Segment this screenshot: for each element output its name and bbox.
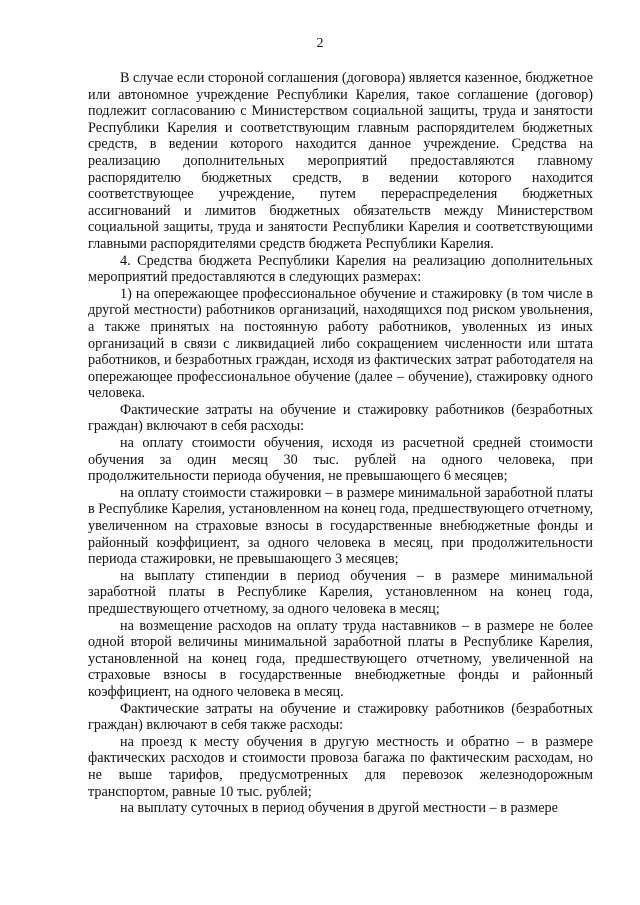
- paragraph-7: на выплату стипендии в период обучения – в размере минимальной заработной платы в Республике Карелия, установленном на конец года, предшествующего отчетному, за одного человека в месяц;: [88, 567, 593, 617]
- paragraph-8: на возмещение расходов на оплату труда наставников – в размере не более одной второй величины минимальной заработной платы в Республике Карелия, установленной на конец года, предшествующего отчетному, увеличенной на страховые взносы в государственные внебюджетные фонды и районный коэффициент, на одного человека в месяц.: [88, 617, 593, 700]
- paragraph-10: на проезд к месту обучения в другую местность и обратно – в размере фактических расходов и стоимости провоза багажа по фактическим расходам, но не выше тарифов, предусмотренных для перевозок железнодорожным транспортом, равные 10 тыс. рублей;: [88, 733, 593, 800]
- paragraph-11: на выплату суточных в период обучения в другой местности – в размере: [120, 800, 558, 817]
- paragraph-5: на оплату стоимости обучения, исходя из расчетной средней стоимости обучения за один месяц 30 тыс. рублей на одного человека, при продолжительности периода обучения, не превышающего 6 месяцев;: [88, 435, 593, 485]
- paragraph-1: В случае если стороной соглашения (договора) является казенное, бюджетное или автономное учреждение Республики Карелия, такое соглашение (договор) подлежит согласованию с Министерством социальной защиты, труда и занятости Республики Карелия и соответствующим главным распорядителем бюджетных средств, в ведении которого находится данное учреждение. Средства на реализацию дополнительных мероприятий предоставляются главному распорядителю бюджетных средств, в ведении которого находится соответствующее учреждение, путем перераспределения бюджетных ассигнований и лимитов бюджетных обязательств между Министерством социальной защиты, труда и занятости Республики Карелия и соответствующими главными распорядителями средств бюджета Республики Карелия.: [88, 70, 593, 252]
- paragraph-4: Фактические затраты на обучение и стажировку работников (безработных граждан) включают в себя расходы:: [88, 401, 593, 435]
- paragraph-6: на оплату стоимости стажировки – в размере минимальной заработной платы в Республике Карелия, установленном на конец года, предшествующего отчетному, увеличенном на страховые взносы в государственные внебюджетные фонды и районный коэффициент, за одного человека в месяц, при продолжительности периода стажировки, не превышающего 3 месяцев;: [88, 484, 593, 568]
- paragraph-9: Фактические затраты на обучение и стажировку работников (безработных граждан) включают в себя также расходы:: [88, 700, 593, 734]
- page-number: 2: [316, 36, 324, 51]
- paragraph-2: 4. Средства бюджета Республики Карелия на реализацию дополнительных мероприятий предоставляются в следующих размерах:: [88, 252, 593, 286]
- paragraph-3: 1) на опережающее профессиональное обучение и стажировку (в том числе в другой местности) работников организаций, находящихся под риском увольнения, а также принятых на постоянную работу работников, уволенных из иных организаций в связи с ликвидацией либо сокращением численности или штата работников, и безработных граждан, исходя из фактических затрат работодателя на опережающее профессиональное обучение (далее – обучение), стажировку одного человека.: [88, 285, 593, 402]
- document-body: [88, 70, 593, 817]
